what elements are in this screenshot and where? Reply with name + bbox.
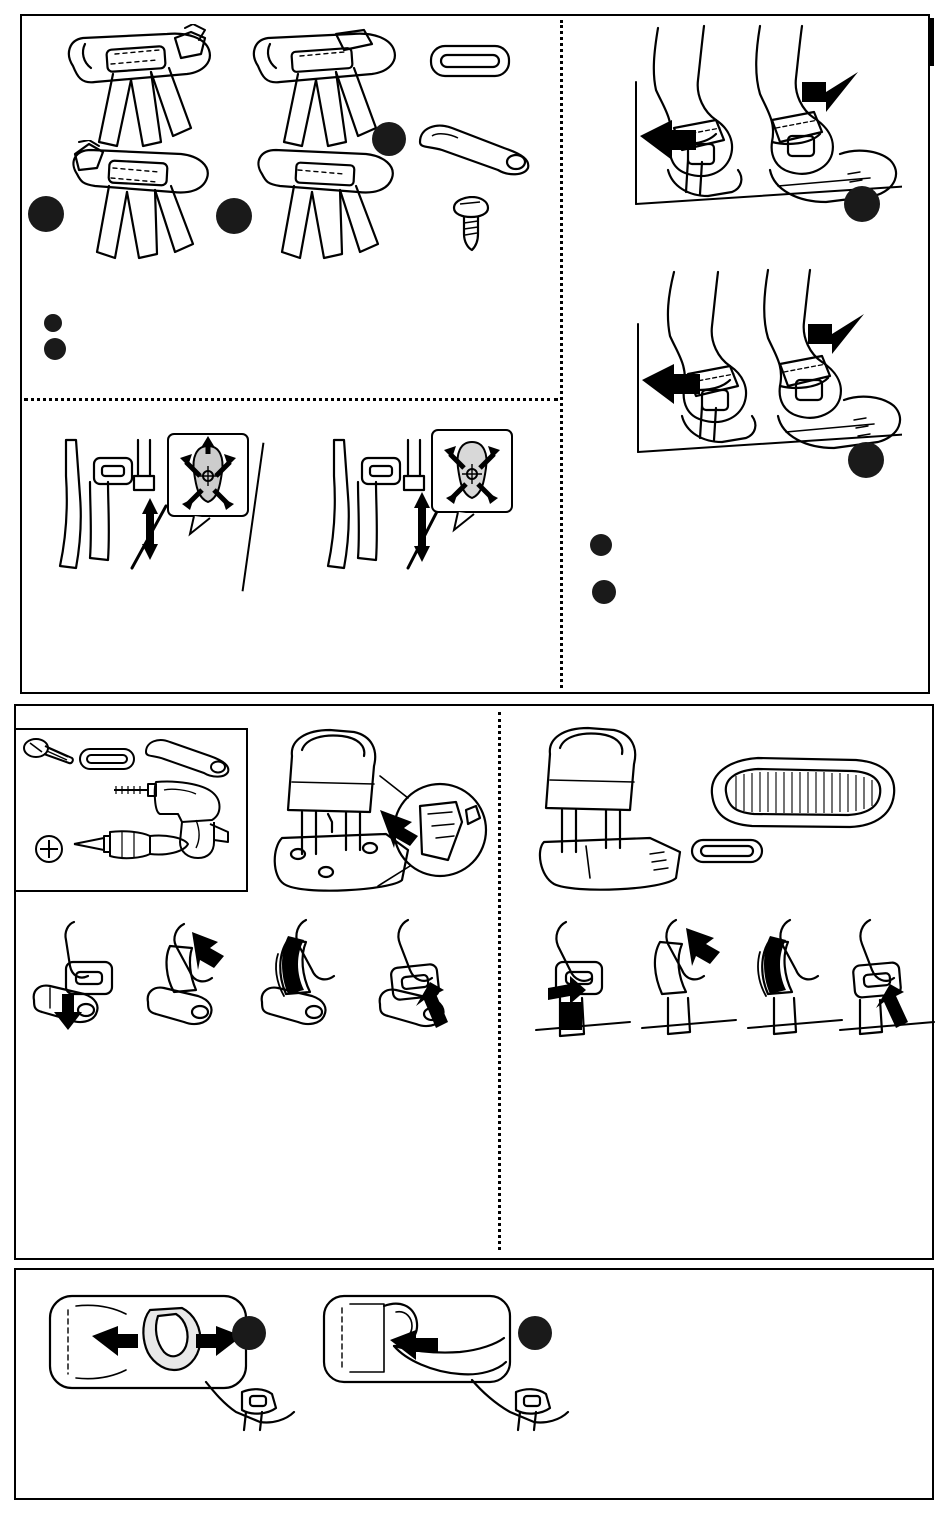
thread-step-1-illustration (26, 918, 136, 1048)
boot-fitting-step-1-illustration (612, 24, 902, 264)
sole-callout-right (430, 428, 514, 538)
thread-step-3-illustration (254, 918, 364, 1048)
strap-variant-d-illustration (240, 140, 415, 270)
traction-pad-keeper-illustration (690, 834, 764, 868)
sole-callout-left (166, 432, 250, 542)
panel-middle-vertical-divider (498, 712, 501, 1250)
bullet-note-1 (44, 314, 62, 332)
panel-top-left-horizontal-divider (24, 398, 558, 401)
bullet-note-2 (44, 338, 66, 360)
tool-screwdriver-illustration (70, 826, 192, 868)
tool-lever-illustration (140, 734, 236, 778)
pad-thread-step-3-illustration (738, 918, 848, 1048)
bullet-right-note-2 (592, 580, 616, 604)
bullet-boot-fitting-step-1 (844, 186, 880, 222)
tool-screw-illustration (22, 736, 76, 776)
tool-phillips-symbol-illustration (32, 832, 66, 866)
pad-thread-step-2-illustration (632, 918, 742, 1048)
tool-keeper-illustration (78, 742, 136, 776)
thread-step-4-illustration (366, 918, 476, 1048)
part-strap-lever-illustration (412, 118, 540, 178)
pad-thread-step-4-illustration (838, 918, 948, 1048)
bullet-boot-fitting-step-2 (848, 442, 884, 478)
part-slotted-keeper-illustration (428, 36, 512, 86)
strap-variant-c-illustration (55, 140, 230, 270)
panel-top-vertical-divider (560, 20, 563, 688)
strap-variant-a-illustration (55, 24, 230, 154)
bottom-step-1-illustration (46, 1292, 306, 1432)
bullet-bottom-step-2 (518, 1316, 552, 1350)
bullet-variant-c (28, 196, 64, 232)
bullet-parts-group (372, 122, 406, 156)
traction-pad-illustration (706, 754, 900, 832)
bottom-step-2-illustration (320, 1292, 580, 1432)
bullet-variant-d (216, 198, 252, 234)
boot-and-deckplate-illustration (530, 726, 708, 898)
part-screw-illustration (450, 196, 492, 252)
bullet-bottom-step-1 (232, 1316, 266, 1350)
pad-thread-step-1-illustration (526, 918, 636, 1048)
bullet-right-note-1 (590, 534, 612, 556)
thread-step-2-illustration (140, 918, 250, 1048)
mounting-drill-illustration (262, 726, 490, 902)
